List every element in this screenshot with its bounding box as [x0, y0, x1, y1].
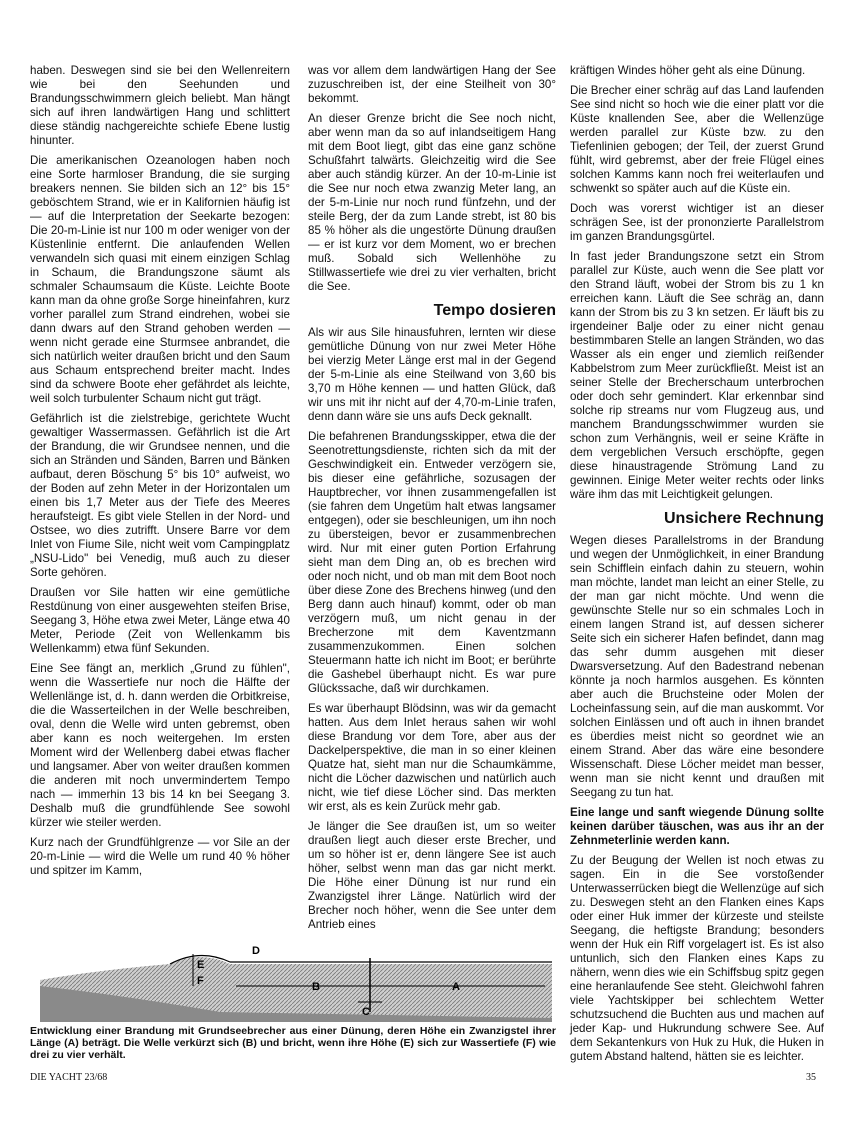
paragraph: Gefährlich ist die zielstrebige, gerichtete Wucht gewaltiger Wassermassen. Gefährlich ist die Art der Brandung, die wir Grundsee nennen, und die sich an Stränden und Sänden, Barren und Bänken aufbaut, deren Böschung 5° bis 10° aufweist, wo der Boden auf zehn Meter in der Horizontalen um einen bis 1,7 Meter aus der Tiefe des Meeres heraufsteigt. Es gibt viele Stellen in der Nord- und Ostsee, wo dies zutrifft. Unsere Barre vor dem Inlet von Fiume Sile, nicht weit vom Campingplatz „NSU-Lido" bei Venedig, muß auch zu dieser Sorte gehören.: [30, 412, 290, 579]
paragraph: An dieser Grenze bricht die See noch nicht, aber wenn man da so auf inlandseitigem Hang mit dem Boot liegt, gibt das eine ganz schöne Schußfahrt talwärts. Gleichzeitig wird die See aber auch ständig kürzer. An der 10-m-Linie ist die See nur noch etwa zwanzig Meter lang, an der 5-m-Linie nur noch rund fünfzehn, und der steile Berg, der da zum Lande strebt, ist 80 bis 85 % höher als die ungestörte Dünung draußen — er ist kurz vor dem Moment, wo er brechen muß. Sobald sich Wellenhöhe zu Stillwassertiefe wie drei zu vier verhalten, bricht die See.: [308, 112, 556, 293]
column-2-top: [308, 64, 556, 294]
label-a: A: [452, 981, 460, 993]
section-heading-tempo: Tempo dosieren: [433, 302, 556, 319]
column-2-bottom: [308, 326, 556, 932]
paragraph: Je länger die See draußen ist, um so weiter draußen liegt auch dieser erste Brecher, und um so höher ist er, denn längere See ist auch höher, selbst wenn man das gar nicht merkt. Die Höhe einer Dünung ist nur rund ein Zwanzigstel ihrer Länge. Natürlich wird der Brecher noch höher, wenn die See unter dem Antrieb eines: [308, 820, 556, 931]
paragraph: Draußen vor Sile hatten wir eine gemütliche Restdünung von einer ausgewehten steifen Brise, Seegang 3, Höhe etwa zwei Meter, Länge etwa 40 Meter, Periode (Zeit von Wellenkamm bis Wellenkamm) etwa fünf Sekunden.: [30, 586, 290, 655]
paragraph: Als wir aus Sile hinausfuhren, lernten wir diese gemütliche Dünung von nur zwei Meter Höhe bei vierzig Meter Länge erst mal in der Gegend der 5-m-Linie als eine Steilwand von 3,60 bis 3,70 m Höhe kennen — und hatten Glück, daß wir uns mit ihr nicht auf der 4,70-m-Linie trafen, denn dann wäre sie uns aufs Deck geknallt.: [308, 326, 556, 423]
column-3: [570, 64, 824, 1070]
column-2: [308, 64, 556, 938]
wave-diagram: [40, 940, 552, 1022]
paragraph: was vor allem dem landwärtigen Hang der See zuzuschreiben ist, der eine Steilheit von 30° bekommt.: [308, 64, 556, 105]
paragraph: In fast jeder Brandungszone setzt ein Strom parallel zur Küste, auch wenn die See platt vor den Strand läuft, wobei der Strom bis zu 1 kn erreichen kann. Läuft die See schräg an, dann kann der Strom bis zu 3 kn setzen. Er läuft bis zu irgendeiner Balje oder zu einer nicht genau bestimmbaren Stelle an langen Stränden, wo das Wasser als ein enger und ziemlich reißender Kabbelstrom zum Meer zurückfließt. Meist ist an seiner Stelle der Brecherschaum unterbrochen oder doch sehr gemindert. Klar erkennbar sind solche rip streams nur vom Flugzeug aus, und manchem Brandungsschwimmer wurden sie schon zum Verhängnis, weil er seine Kräfte in dem vergeblichen Versuch erschöpfte, gegen diese hinaustragende Strömung Land zu gewinnen. Einige Meter weiter rechts oder links wäre ihm das mit Leichtigkeit gelungen.: [570, 250, 824, 501]
column-3-top: [570, 64, 824, 502]
label-b: B: [312, 981, 320, 993]
paragraph: Die befahrenen Brandungsskipper, etwa die der Seenotrettungsdienste, richten sich da mit der Geschwindigkeit ein. Entweder verzögern sie, bis dieser eine gefährliche, sozusagen der Hauptbrecher, vor ihnen zusammengefallen ist (sie fahren dem Ungetüm halt etwas langsamer entgegen), oder sie beschleunigen, um ihn noch zu übersteigen, bevor er zusammenbrechen wird. Nur mit einer guten Portion Erfahrung sieht man dem Ding an, ob es brechen wird oder noch nicht, und ob man mit dem Boot noch über diese Zone des Brechens hinweg (und den Berg dann auch hinauf) kommt, oder ob man verzögern muß, um nicht genau in der Brecherzone mit dem Kaventzmann zusammenzukommen. Einen solchen Steuermann hatte ich nicht im Boot; er berührte die Gashebel überhaupt nicht. Es war pure Glückssache, daß wir durchkamen.: [308, 430, 556, 695]
paragraph: Es war überhaupt Blödsinn, was wir da gemacht hatten. Aus dem Inlet heraus sahen wir wohl diese Brandung vor dem Tore, aber aus der Dackelperspektive, die man in so einer kleinen Quatze hat, sieht man nur die Schaumkämme, nicht die Löcher dazwischen und natürlich auch nicht, wie tief diese Löcher sind. Das merkten wir erst, als es kein Zurück mehr gab.: [308, 702, 556, 813]
label-e: E: [197, 959, 205, 971]
paragraph: Wegen dieses Parallelstroms in der Brandung und wegen der Unmöglichkeit, in einer Brandung sein Schifflein einfach dahin zu steuern, wohin man möchte, landet man leicht an einer Stelle, zu der man gar nicht möchte. Und wenn die gewünschte Stelle nur so ein schmales Loch in einem langen Strand ist, auf dessen sicherer Seite sich ein sicherer Hafen befindet, dann mag das sehr dumm ausgehen mit dieser Dwarsversetzung. Auf den Badestrand nebenan könnte ja noch harmlos ausgehen. Es könnten aber auch die Bruchsteine oder Molen der Locheinfassung sein, auf die man auskommt. Vor solchen Einlässen und oft auch in ihnen brandet es überdies meist nicht so geordnet wie an einem Strand. Aber das wäre eine besondere Wissenschaft. Diese Löcher meidet man besser, wenn man sie nicht kennt und draußen mit Seegang zu tun hat.: [570, 534, 824, 799]
figure-caption: Entwicklung einer Brandung mit Grundseebrecher aus einer Dünung, deren Höhe ein Zwanzigstel ihrer Länge (A) beträgt. Die Welle verkürzt sich (B) und bricht, wenn ihre Höhe (E) sich zur Wassertiefe (F) wie drei zu vier verhält.: [30, 1025, 556, 1061]
page-number: 35: [806, 1072, 816, 1083]
paragraph: haben. Deswegen sind sie bei den Wellenreitern wie bei den Seehunden und Brandungsschwimmern gleich beliebt. Man hängt sich auf ihren landwärtigen Hang und schlittert diese ständig nachgereichte schiefe Ebene lustig hinunter.: [30, 64, 290, 147]
paragraph: Eine See fängt an, merklich „Grund zu fühlen", wenn die Wassertiefe nur noch die Hälfte der Wellenlänge ist, d. h. dann werden die Orbitkreise, die die Wasserteilchen in der Welle beschreiben, oval, denn die Welle wird unten gebremst, oben aber kann es noch weitergehen. Im ersten Moment wird der Wellenberg dabei etwas flacher und langsamer. Aber von weiter draußen kommen die anderen mit noch unvermindertem Tempo nach — immerhin 13 bis 14 kn bei Seegang 3. Deshalb muß die grundfühlende See sowohl kürzer wie steiler werden.: [30, 662, 290, 829]
paragraph: Die amerikanischen Ozeanologen haben noch eine Sorte harmloser Brandung, die sie surging breakers nennen. Sie bilden sich an 12° bis 15° geböschtem Strand, wie er in Kalifornien häufig ist — auf die Interpretation der Seekarte bezogen: Die 20-m-Linie ist nur 100 m oder weniger von der Küstenlinie entfernt. Die anlaufenden Wellen verwandeln sich quasi mit einem einzigen Schlag in Schaum, die Brandungszone säumt als schmaler Schaumsaum die Küste. Leichte Boote kann man da ohne große Sorge hineinfahren, kurz vorher parallel zum Strand eindrehen, wobei sie dann dwars auf den Strand gehoben werden — wenn nicht gerade eine Sturmsee anbrandet, die sich natürlich weiter draußen bricht und den Saum aus Schaum entsprechend breiter macht. Indes sind da schwere Boote eher gefährdet als leichte, weil solch turbulenter Schaum nicht gut trägt.: [30, 154, 290, 405]
paragraph: kräftigen Windes höher geht als eine Dünung.: [570, 64, 806, 77]
footer-magazine: DIE YACHT 23/68: [30, 1072, 108, 1083]
paragraph: Doch was vorerst wichtiger ist an dieser schrägen See, ist der prononzierte Parallelstrom im ganzen Brandungsgürtel.: [570, 202, 824, 243]
lead-paragraph: Eine lange und sanft wiegende Dünung sollte keinen darüber täuschen, was aus ihr an der Zehnmeterlinie werden kann.: [570, 806, 824, 847]
section-heading-rechnung: Unsichere Rechnung: [663, 510, 824, 527]
label-f: F: [197, 975, 204, 987]
column-3-middle: [570, 534, 824, 800]
paragraph: Kurz nach der Grundfühlgrenze — vor Sile an der 20-m-Linie — wird die Welle um rund 40 % höher und spitzer im Kamm,: [30, 836, 290, 877]
column-3-bottom: [570, 854, 824, 1064]
paragraph: Die Brecher einer schräg auf das Land laufenden See sind nicht so hoch wie die einer platt vor die Küste knallenden See, aber die Wellenzüge werden parallel zur Küste bzw. zu den Tiefenlinien gebogen; der Teil, der zuerst Grund fühlt, wird gebremst, aber der freie Flügel eines solchen Kamms kann noch frei weiterlaufen und schwenkt so später auch auf die Küste ein.: [570, 84, 824, 195]
column-1: [30, 64, 290, 884]
label-d: D: [252, 945, 260, 957]
paragraph: Zu der Beugung der Wellen ist noch etwas zu sagen. Ein in die See vorstoßender Unterwasserrücken biegt die Wellenzüge auf sich zu. Deswegen steht an den Flanken eines Kaps oder einer Huk immer der kürzeste und steilste Seegang, die heftigste Brandung; besonders wenn der Huk ein Riff vorgelagert ist. Es ist also untunlich, sich den Flanken eines Kaps zu nähern, wenn dies wie ein Schiffsbug spitz gegen eine heranlaufende See steht. Gleichwohl fahren viele Yachtskipper bei schlechtem Wetter schutzsuchend die Buchten aus und machen auf jeder Kap- und Hukrundung schwere See. Auf dem Sekantenkurs von Huk zu Huk, die Huken in gutem Abstand haltend, hätten sie es leichter.: [570, 854, 824, 1063]
label-c: C: [362, 1006, 370, 1018]
